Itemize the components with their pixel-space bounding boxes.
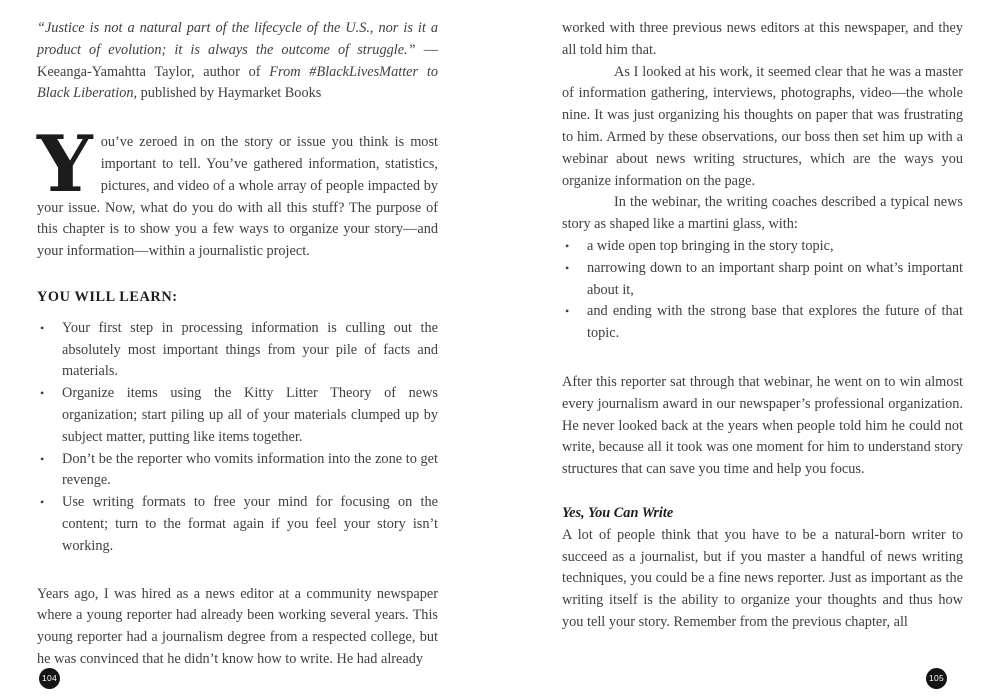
list-item [37, 492, 438, 557]
epigraph-book-title: From #BlackLivesMatter to Black Liberation [37, 63, 438, 102]
dropcap-letter: Y [37, 119, 93, 211]
page-left [37, 18, 438, 671]
section-heading: Yes, You Can Write [562, 504, 674, 521]
list-item-text: Use writing formats to free your mind for focusing on the content; turn to the format again if you feel your story isn’t working. [62, 494, 438, 554]
continuation-paragraph: worked with three previous news editors at this newspaper, and they all told him that. [562, 20, 963, 58]
epigraph-quote: “Justice is not a natural part of the lifecycle of the U.S., nor is it a product of evolution; it is always the outcome of struggle.” [37, 20, 438, 58]
list-item [562, 301, 963, 345]
opening-paragraph [37, 119, 438, 263]
list-item-text: a wide open top bringing in the story topic, [587, 237, 834, 254]
list-item-text: Don’t be the reporter who vomits information into the zone to get revenge. [62, 450, 438, 489]
list-item [562, 258, 963, 302]
page-right [562, 18, 963, 634]
webinar-paragraph: In the webinar, the writing coaches described a typical news story as shaped like a martini glass, with: [562, 194, 963, 233]
anecdote-paragraph: Years ago, I was hired as a news editor at a community newspaper where a young reporter had already been working several years. This young reporter had a journalism degree from a respected college, but he was convinced that he didn’t know how to write. He had already [37, 585, 438, 667]
learn-heading: YOU WILL LEARN: [37, 288, 178, 305]
epigraph-attribution-tail: , published by Haymarket Books [133, 85, 322, 102]
observation-paragraph: As I looked at his work, it seemed clear that he was a master of information gathering, interviews, photographs, video—the whole nine. It was just organizing his thoughts on paper that was frustrating to him. Armed by these observations, our boss then set him up with a webinar about news writing structures, which are the ways you organize information on the page. [562, 63, 963, 189]
list-item [37, 383, 438, 448]
epigraph [37, 18, 438, 105]
page-number-badge-left: 104 [39, 668, 60, 689]
list-item-text: and ending with the strong base that explores the future of that topic. [587, 303, 963, 342]
list-item-text: narrowing down to an important sharp point on what’s important about it, [587, 259, 963, 298]
epigraph-attribution-lead: —Keeanga-Yamahtta Taylor, author of [37, 41, 438, 80]
section-paragraph: A lot of people think that you have to be a natural-born writer to succeed as a journalist, but if you master a handful of news writing techniques, you could be a fine news reporter. Just as important as the writing itself is the ability to organize your thoughts and thus how you tell your story. Remember from the previous chapter, all [562, 526, 963, 630]
martini-list [562, 236, 963, 345]
award-paragraph: After this reporter sat through that webinar, he went on to win almost every journalism award in our newspaper’s professional organization. He never looked back at the years when people told him he could not write, because all it took was one moment for him to understand story structures that can save you time and help you focus. [562, 373, 963, 478]
page-number-badge-right: 105 [926, 668, 947, 689]
opening-paragraph-text: ou’ve zeroed in on the story or issue you think is most important to tell. You’ve gathered information, statistics, pictures, and video of a whole array of people impacted by your issue. Now, what do you do with all this stuff? The purpose of this chapter is to show you a few ways to organize your story—and your information—within a journalistic project. [37, 134, 438, 260]
list-item [37, 449, 438, 493]
list-item-text: Your first step in processing information is culling out the absolutely most important things from your pile of facts and materials. [62, 319, 438, 380]
list-item-text: Organize items using the Kitty Litter Theory of news organization; start piling up all of your materials clumped up by subject matter, putting like items together. [62, 385, 438, 445]
list-item [562, 236, 963, 258]
learn-list [37, 318, 438, 558]
list-item [37, 318, 438, 383]
